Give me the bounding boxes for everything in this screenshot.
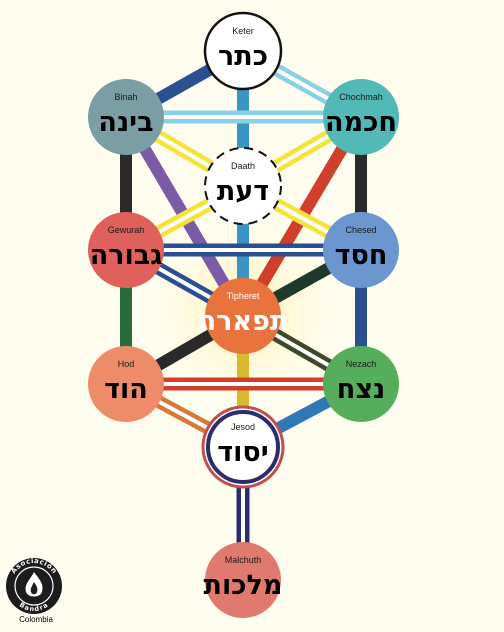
sephira-hebrew: הוד bbox=[104, 374, 148, 405]
sephira-name: Jesod bbox=[230, 422, 256, 432]
sephira-hebrew: חסד bbox=[334, 240, 388, 271]
logo-bottom-text: Bandra bbox=[17, 600, 51, 614]
logo-caption: Colombia bbox=[19, 615, 53, 624]
sephira-nezach bbox=[323, 346, 399, 422]
sephira-hebrew: תפארת bbox=[197, 306, 289, 337]
sephira-hebrew: בינה bbox=[98, 107, 154, 138]
sephira-hebrew: נצח bbox=[336, 374, 386, 405]
sephira-hebrew: גבורה bbox=[89, 240, 163, 271]
sephira-hebrew: כתר bbox=[218, 41, 268, 72]
sephira-name: Tipheret bbox=[226, 291, 260, 301]
logo bbox=[6, 557, 62, 624]
sephira-chesed bbox=[323, 212, 399, 288]
sephira-name: Daath bbox=[230, 161, 256, 171]
sephira-name: Binah bbox=[114, 92, 138, 102]
sephira-binah bbox=[88, 79, 164, 155]
sephira-gewurah bbox=[88, 212, 164, 288]
sephira-name: Nezach bbox=[345, 359, 377, 369]
sephira-hebrew: מלכות bbox=[203, 570, 283, 601]
sephira-keter bbox=[205, 13, 281, 89]
sephira-hebrew: יסוד bbox=[217, 437, 269, 468]
sephira-name: Keter bbox=[232, 26, 254, 36]
sephira-hebrew: דעת bbox=[216, 176, 270, 207]
sephira-name: Malchuth bbox=[224, 555, 262, 565]
sephira-jesod bbox=[203, 407, 283, 487]
sephira-hod bbox=[88, 346, 164, 422]
sephira-name: Chochmah bbox=[339, 92, 383, 102]
sephira-hebrew: חכמה bbox=[325, 107, 397, 138]
sephira-daath bbox=[205, 148, 281, 224]
sephira-name: Hod bbox=[117, 359, 135, 369]
logo-top-text: Asociación bbox=[9, 556, 59, 576]
sephira-chochmah bbox=[323, 79, 399, 155]
sephira-name: Chesed bbox=[345, 225, 377, 235]
sephira-name: Gewurah bbox=[107, 225, 145, 235]
sephira-malchuth bbox=[204, 542, 283, 618]
